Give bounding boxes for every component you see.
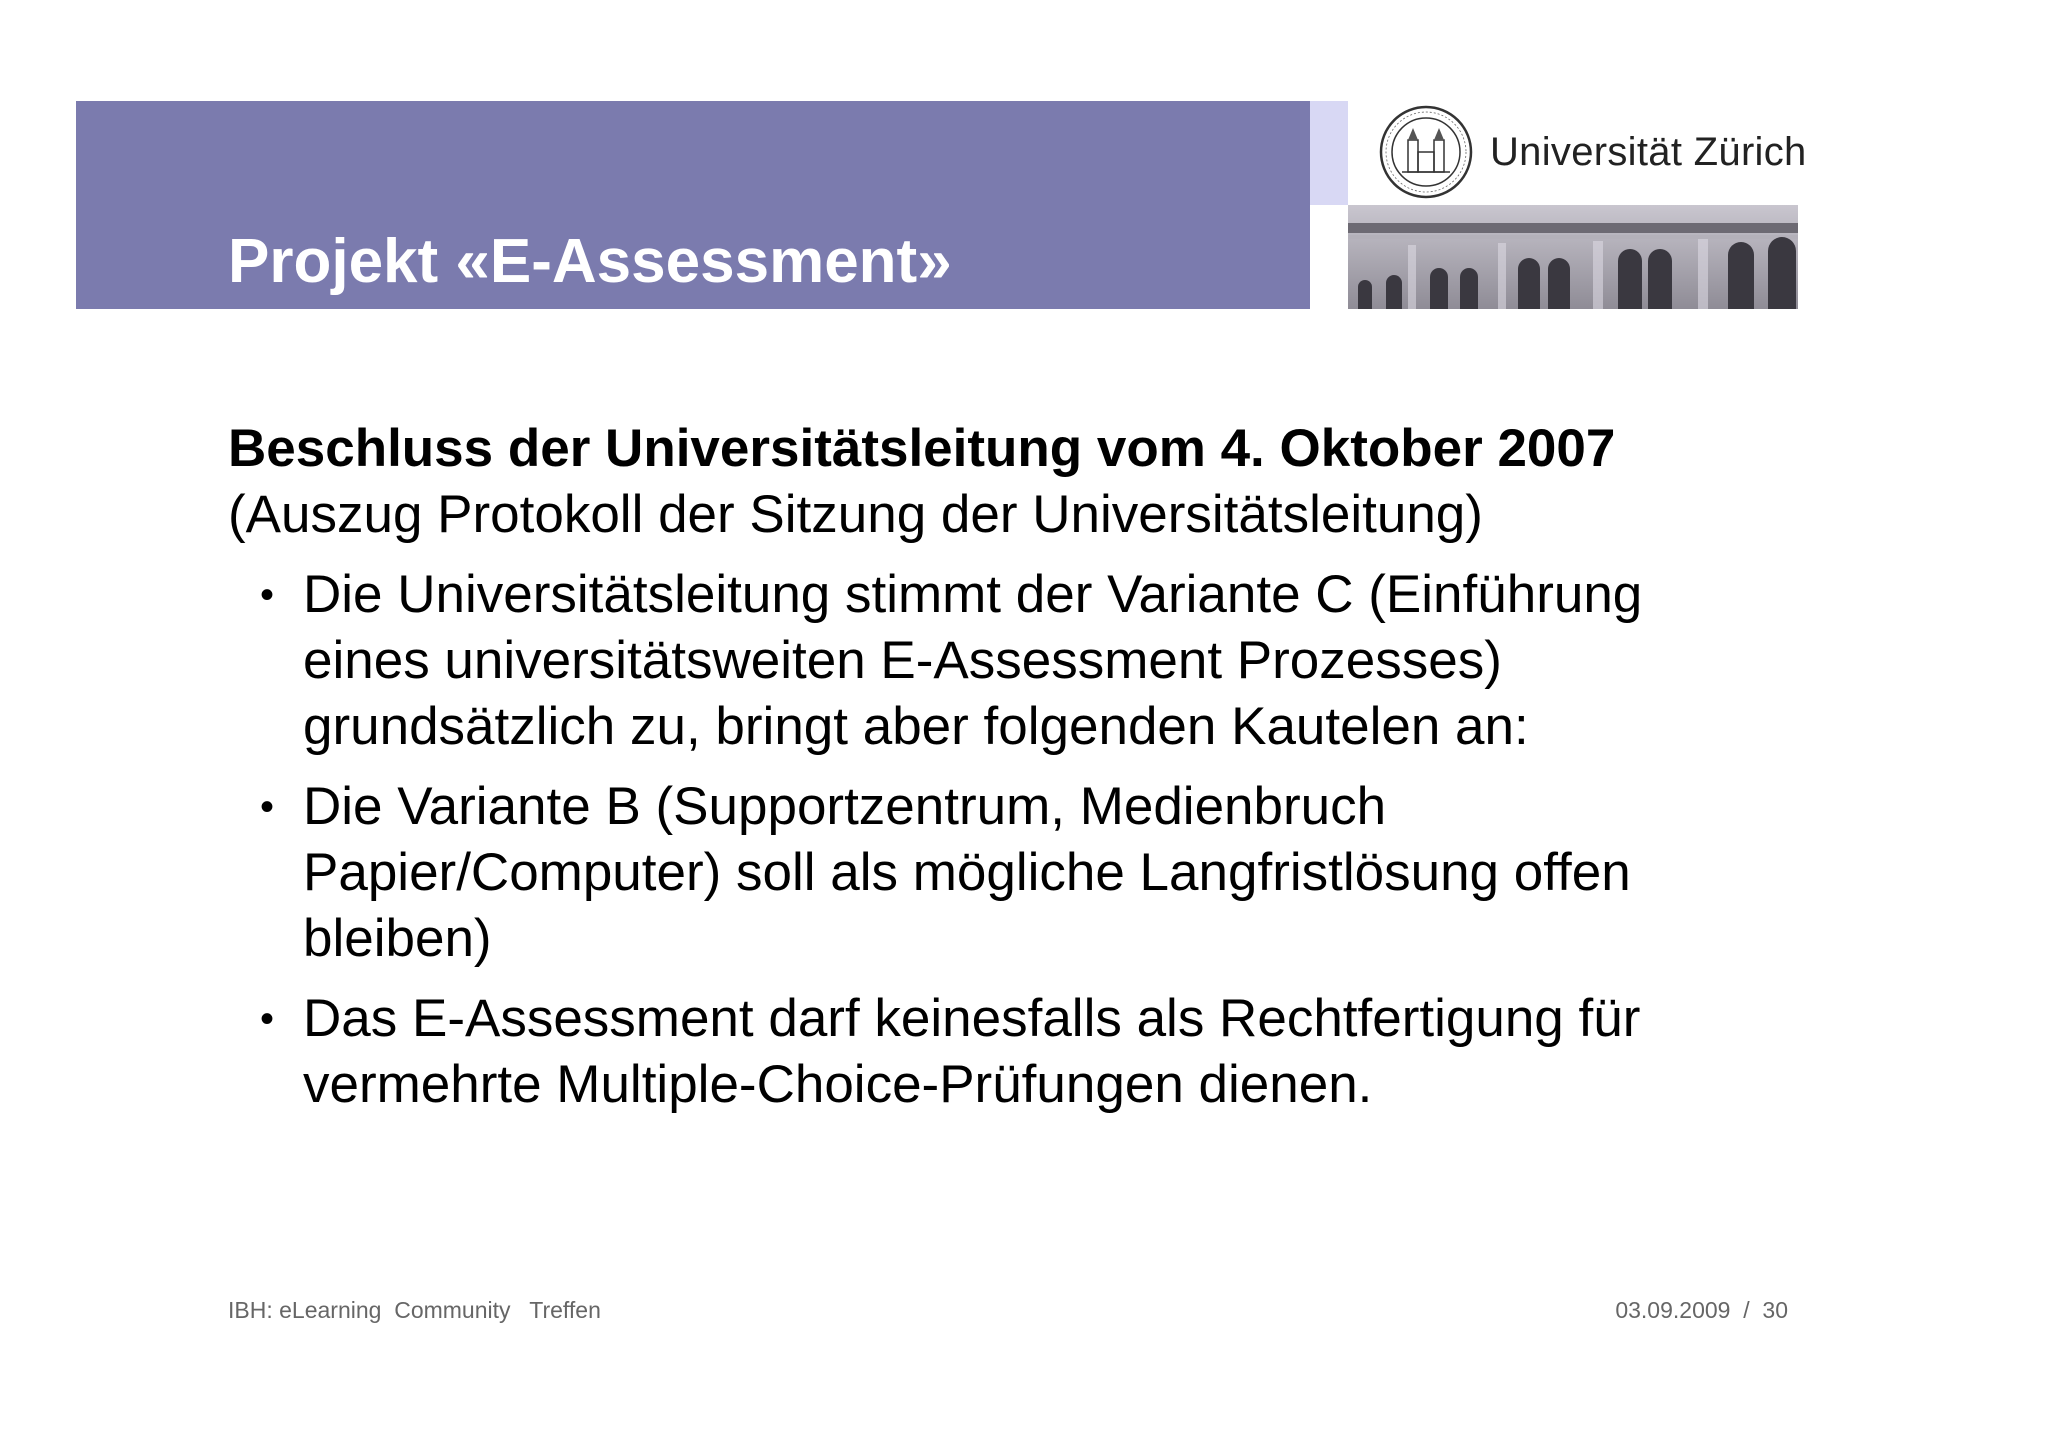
slide-content [228, 416, 1788, 1132]
bullet-icon: • [260, 785, 275, 829]
bullet-list [228, 562, 1788, 1118]
content-subheading: (Auszug Protokoll der Sitzung der Universitätsleitung) [228, 485, 1483, 544]
university-logo [1378, 104, 1808, 200]
footer-separator: / [1743, 1297, 1750, 1323]
footer-event: IBH: eLearning Community Treffen [228, 1297, 601, 1323]
logo-text: Universität Zürich [1490, 130, 1807, 174]
university-seal-icon [1378, 104, 1474, 200]
header-accent [1310, 101, 1348, 205]
footer-date: 03.09.2009 [1615, 1297, 1731, 1323]
list-item [228, 562, 1783, 760]
bullet-icon: • [260, 997, 275, 1041]
building-facade-icon [1348, 205, 1798, 309]
content-heading: Beschluss der Universitätsleitung vom 4. Oktober 2007 [228, 419, 1616, 478]
bullet-icon: • [260, 573, 275, 617]
slide-title: Projekt «E-Assessment» [228, 227, 952, 296]
list-item [228, 774, 1783, 972]
list-item-text: Die Variante B (Supportzentrum, Medienbruch Papier/Computer) soll als mögliche Langfristlösung offen bleiben) [303, 777, 1631, 968]
footer-page-number: 30 [1762, 1297, 1788, 1323]
footer-page-info [1615, 1297, 1788, 1324]
list-item-text: Die Universitätsleitung stimmt der Variante C (Einführung eines universitätsweiten E-Assessment Prozesses) grundsätzlich zu, bringt aber folgenden Kautelen an: [303, 565, 1643, 756]
list-item-text: Das E-Assessment darf keinesfalls als Rechtfertigung für vermehrte Multiple-Choice-Prüfungen dienen. [303, 989, 1641, 1114]
list-item [228, 986, 1783, 1118]
